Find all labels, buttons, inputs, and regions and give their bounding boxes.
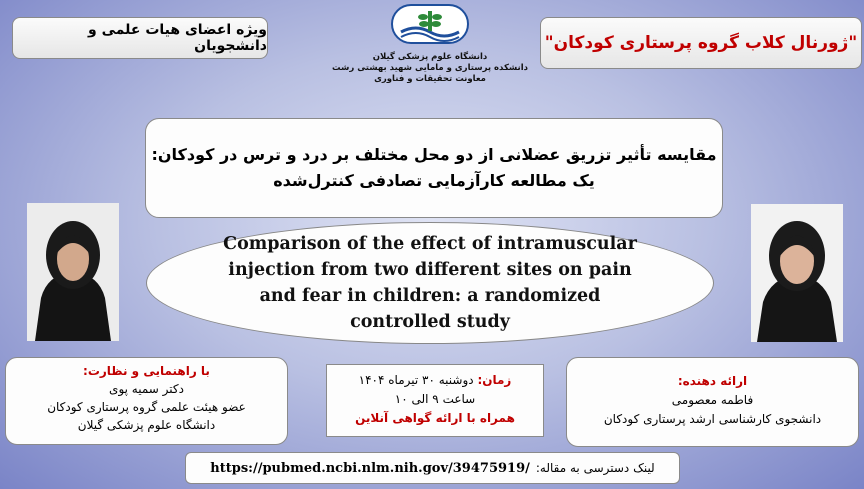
supervisor-heading: با راهنمایی و نظارت: <box>83 364 210 378</box>
schedule-box <box>326 364 544 437</box>
certificate-note: همراه با ارائه گواهی آنلاین <box>355 411 515 425</box>
schedule-label: زمان: <box>477 373 512 387</box>
english-title-line3: and fear in children: a randomized <box>259 286 601 306</box>
persian-title-line1: مقایسه تأثیر تزریق عضلانی از دو محل مختلف بر درد و ترس در کودکان: <box>151 145 717 164</box>
department-name: معاونت تحقیقات و فناوری <box>374 74 486 84</box>
faculty-name: دانشکده پرستاری و مامایی شهید بهشتی رشت <box>331 63 529 73</box>
presenter-box <box>566 357 859 447</box>
university-logo-icon <box>391 4 469 44</box>
article-link-label: لینک دسترسی به مقاله: <box>535 461 655 475</box>
club-badge <box>540 17 862 69</box>
english-title-line4: controlled study <box>350 312 510 332</box>
club-title: "ژورنال کلاب گروه پرستاری کودکان" <box>544 33 858 53</box>
audience-badge <box>12 17 268 59</box>
supervisor-box <box>5 357 288 445</box>
supervisor-photo <box>27 203 119 341</box>
university-block <box>330 52 530 85</box>
english-title-line2: injection from two different sites on pain <box>228 260 632 280</box>
article-link[interactable]: https://pubmed.ncbi.nlm.nih.gov/39475919/ <box>210 460 530 476</box>
schedule-date: دوشنبه ۳۰ تیرماه ۱۴۰۴ <box>358 373 474 387</box>
persian-title-line2: یک مطالعه کارآزمایی تصادفی کنترل‌شده <box>273 171 595 190</box>
english-title-ellipse <box>146 222 714 344</box>
presenter-heading: ارائه دهنده: <box>677 374 748 388</box>
schedule-time: ساعت ۹ الی ۱۰ <box>394 392 476 406</box>
supervisor-role: عضو هیئت علمی گروه پرستاری کودکان <box>47 400 246 414</box>
persian-title-box <box>145 118 723 218</box>
presenter-photo <box>751 204 843 342</box>
supervisor-name: دکتر سمیه پوی <box>109 382 184 396</box>
presenter-name: فاطمه معصومی <box>671 393 754 407</box>
english-title-line1: Comparison of the effect of intramuscular <box>223 234 637 254</box>
article-link-box <box>185 452 680 484</box>
university-name: دانشگاه علوم پزشکی گیلان <box>372 52 488 62</box>
supervisor-affiliation: دانشگاه علوم پزشکی گیلان <box>77 418 216 432</box>
audience-text: ویژه اعضای هیات علمی و دانشجویان <box>88 22 267 54</box>
presenter-role: دانشجوی کارشناسی ارشد پرستاری کودکان <box>603 412 822 426</box>
